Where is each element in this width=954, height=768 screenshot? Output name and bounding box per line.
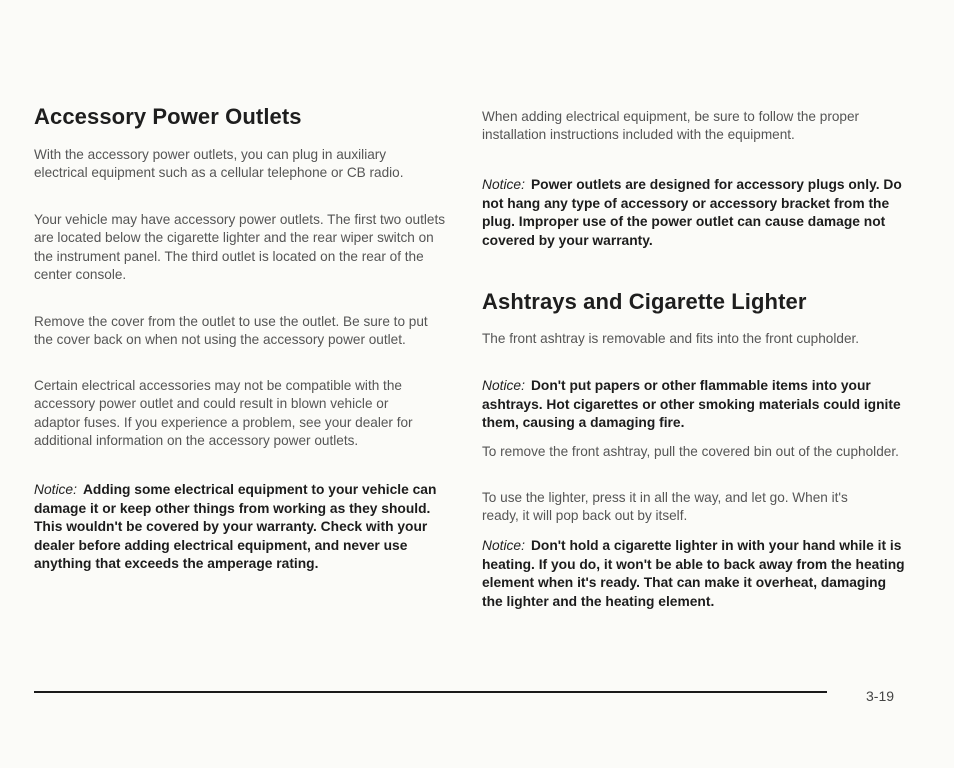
notice-flammable-items (482, 377, 907, 433)
notice-outlets-equipment (34, 481, 454, 574)
paragraph-outlets-location: Your vehicle may have accessory power outlets. The first two outlets are located below the cigarette lighter and the rear wiper switch on the instrument panel. The third outlet is located on the rear of the center console. (34, 212, 446, 283)
notice-text: Power outlets are designed for accessory plugs only. Do not hang any type of accessory or accessory bracket from the plug. Improper use of the power outlet can cause damage not covered by your warranty. (482, 177, 902, 248)
paragraph-ashtray-removable: The front ashtray is removable and fits into the front cupholder. (482, 331, 860, 346)
paragraph-outlets-intro: With the accessory power outlets, you can plug in auxiliary electrical equipment such as a cellular telephone or CB radio. (34, 147, 404, 181)
paragraph-lighter-use: To use the lighter, press it in all the way, and let go. When it's ready, it will pop back out by itself. (482, 490, 848, 524)
notice-text: Adding some electrical equipment to your vehicle can damage it or keep other things from working as they should. This wouldn't be covered by your warranty. Check with your dealer before adding electrical equipment, and never use anything that exceeds the amperage rating. (34, 482, 437, 572)
paragraph-ashtray-remove: To remove the front ashtray, pull the covered bin out of the cupholder. (482, 444, 899, 459)
notice-label: Notice: (482, 177, 525, 192)
notice-label: Notice: (34, 482, 77, 497)
paragraph-installation-instructions: When adding electrical equipment, be sure to follow the proper installation instructions included with the equipment. (482, 109, 860, 143)
notice-outlet-plugs (482, 176, 907, 250)
notice-label: Notice: (482, 378, 525, 393)
page-number: 3-19 (866, 688, 895, 704)
section-heading-ashtrays: Ashtrays and Cigarette Lighter (482, 289, 807, 314)
notice-text: Don't hold a cigarette lighter in with your hand while it is heating. If you do, it won't be able to back away from the heating element when it's ready. That can make it overheat, damaging the lighter and the heating element. (482, 538, 905, 609)
notice-text: Don't put papers or other flammable items into your ashtrays. Hot cigarettes or other smoking materials could ignite them, causing a damaging fire. (482, 378, 901, 431)
section-heading-power-outlets: Accessory Power Outlets (34, 104, 302, 129)
notice-lighter-heating (482, 537, 907, 611)
paragraph-outlets-cover: Remove the cover from the outlet to use the outlet. Be sure to put the cover back on when not using the accessory power outlet. (34, 314, 428, 348)
paragraph-outlets-compatibility: Certain electrical accessories may not be compatible with the accessory power outlet and could result in blown vehicle or adaptor fuses. If you experience a problem, see your dealer for additional information on the accessory power outlets. (34, 378, 413, 449)
notice-label: Notice: (482, 538, 525, 553)
footer-rule (34, 691, 827, 693)
